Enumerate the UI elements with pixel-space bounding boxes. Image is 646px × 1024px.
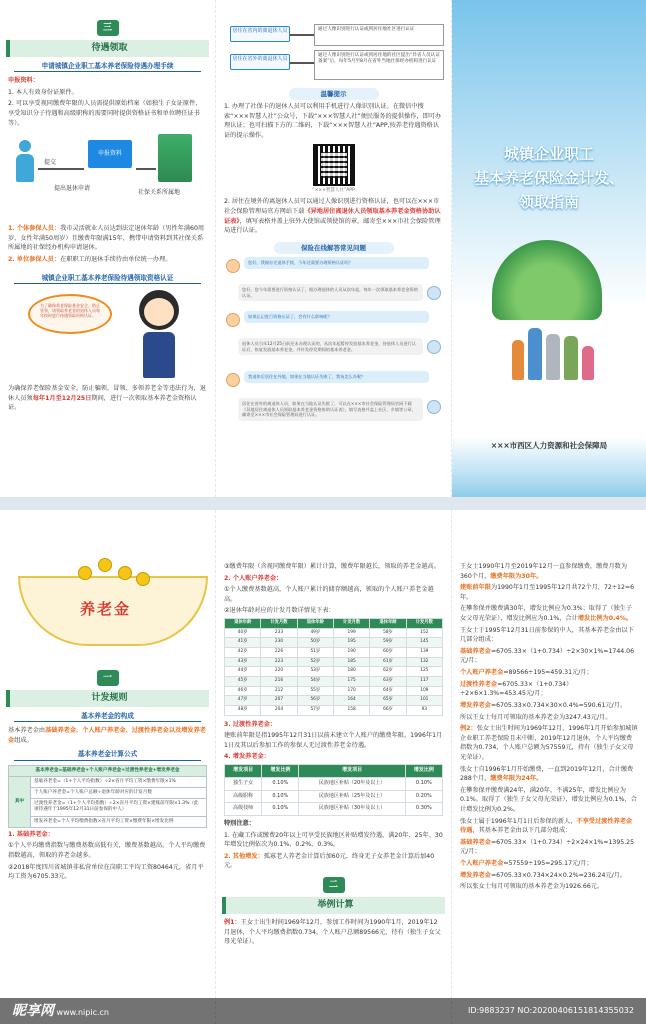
table-row bbox=[225, 667, 443, 677]
table-row bbox=[225, 686, 443, 696]
section-number: 三 bbox=[97, 20, 119, 36]
table-cell: 42岁 bbox=[225, 648, 261, 658]
brochure-inner-side bbox=[0, 510, 646, 1024]
table-row bbox=[225, 648, 443, 658]
table-cell: 60岁 bbox=[370, 648, 406, 658]
example-line: 在攀参保并缴费满24年，满20年，不满25年，增发比例应为0.1%。取得了（独生子女父母光荣证），增发比例应为0.1%，合计增发比例为0.2%。 bbox=[460, 786, 637, 814]
components-list: 基础养老金、个人账户养老金、过渡性养老金以及增发养老金 bbox=[8, 727, 206, 744]
table-row bbox=[225, 628, 443, 638]
avatar-icon bbox=[226, 313, 240, 327]
table-cell: 51岁 bbox=[297, 648, 333, 658]
table-cell: 44岁 bbox=[225, 667, 261, 677]
coin-icon bbox=[98, 558, 112, 572]
table-cell: 158 bbox=[333, 705, 369, 715]
table-cell: 66岁 bbox=[370, 705, 406, 715]
materials-item: 1. 本人有效身份证原件。 bbox=[8, 88, 78, 96]
rule-1-wage: ②2018年度四川省城镇非私营单位在岗职工平均工资80464元，省月平均工资为6705.33元。 bbox=[8, 863, 204, 881]
table-cell: 93 bbox=[406, 705, 442, 715]
table-cell: 48岁 bbox=[225, 705, 261, 715]
table-cell: 49岁 bbox=[297, 628, 333, 638]
rule-3-lead: 3. 过渡性养老金： bbox=[224, 720, 277, 728]
table-cell: 230 bbox=[261, 638, 297, 648]
rule-1-years: ③缴费年限（含视同缴费年限）累计计算，缴费年限越长，领取的养老金越高。 bbox=[224, 563, 440, 570]
subheading-formula: 基本养老金计算公式 bbox=[14, 749, 201, 760]
formula-row: 增发养老金=个人平均缴费指数×省月平均工资×缴费年限×增发比例 bbox=[31, 816, 207, 827]
p2-text: 在职职工的退休手续待由单位统一办理。 bbox=[60, 256, 172, 264]
table-cell: 0.10% bbox=[262, 777, 299, 790]
rule-2-table-intro: ②退休年龄对应的计发月数详情见下表： bbox=[224, 607, 335, 615]
table-cell: 63岁 bbox=[370, 676, 406, 686]
example-line: 张女士属于1996年1月1日后参保的新人，不享受过渡性养老金待遇，其基本养老金由以下几部分组成： bbox=[460, 817, 633, 835]
table-cell: 223 bbox=[261, 657, 297, 667]
table-cell: 170 bbox=[333, 686, 369, 696]
example-line: 张女士自1996年1月开始缴费，一直到2019年12月，合计缴费288个月，缴费年限为24年。 bbox=[460, 765, 634, 783]
table-cell: 0.20% bbox=[405, 790, 442, 803]
formula-head: 基本养老金=基础养老金+个人账户养老金+过渡性养老金+增发养老金 bbox=[9, 765, 207, 776]
faq-question: 您好，我刚办完退休手续，今年还需要办理资格认证吗？ bbox=[224, 257, 443, 281]
table-cell: 高级职称 bbox=[225, 790, 262, 803]
table-cell: 0.30% bbox=[405, 803, 442, 816]
example-line: 所以张女士每月可领取的基本养老金为1926.66元。 bbox=[460, 883, 604, 891]
watermark-url: www.nipic.cn bbox=[56, 1008, 109, 1017]
increase-ratio-table bbox=[224, 764, 443, 816]
speech-bubble: 为了确保养老保险基金安全，防止冒领，请领取养老金的退休人员每年按时进行待遇领取资格认证。 bbox=[28, 294, 112, 334]
faq-question: 我退休后居住在外地，如果在当地认证失败了，我该怎么办呢？ bbox=[224, 371, 443, 395]
faq-answer: 退休人员当年12月25日前还未办理认证的，从次年起暂停发放基本养老金，待退休人员进行认证后，恢复发放基本养老金，并补发停发期间的基本养老金。 bbox=[224, 338, 443, 368]
example-line: 建账前年限为1990年1月至1995年12月共72个月，72÷12=6年。 bbox=[460, 584, 635, 601]
panel-rules: 养老金 一 计发规则 基本养老金的构成 基本养老金由基础养老金、个人账户养老金、过渡性养老金以及增发养老金组成。 基本养老金计算公式 基本养老金=基础养老金+个人账户养老金+过渡性养老金+增发养老金 其中 基础养老金=（1+个人平均指数）÷2×省月平均工资×缴费年限×1% 个人账户养老金=个人账户总额÷退休年龄对应的计发月数 过渡性养老金=（1+个人平均指数）÷2×省月平均工资×建账前年限×1.3%（此项待遇年于1995年12月31日前参保的中人） 增发养老金=个人平均缴费指数×省月平均工资×缴费年限×增发比例 1. 基础养老金： ①个人平均缴费指数与缴费基数高低有关，缴费基数越高，个人平均缴费指数越高，领取的养老金越多。 ②2018年度四川省城镇非私营单位在岗职工平均工资80464元，省月平均工资为6705.33元。 bbox=[0, 510, 215, 1024]
subheading-composition: 基本养老金的构成 bbox=[14, 711, 201, 722]
example-line: 个人账户养老金=57559÷195=295.17元/月； bbox=[460, 860, 593, 868]
table-cell: 0.10% bbox=[262, 803, 299, 816]
note-title: 特别注意： bbox=[224, 820, 255, 828]
table-cell: 216 bbox=[261, 676, 297, 686]
materials-label: 申报资料： bbox=[8, 77, 39, 85]
table-cell: 204 bbox=[261, 705, 297, 715]
avatar-icon bbox=[226, 373, 240, 387]
example-line: 增发养老金=6705.33×0.734×24×0.2%=236.24元/月。 bbox=[460, 871, 627, 879]
table-header-row: 增发项目 增发比例 增发项目 增发比例 bbox=[225, 765, 443, 778]
flow-in-province: 居住在省内的离退休人员 bbox=[230, 26, 290, 42]
section-title: 待遇领取 bbox=[6, 40, 209, 57]
table-cell: 0.10% bbox=[405, 777, 442, 790]
table-cell: 199 bbox=[333, 628, 369, 638]
panel-rules-cont bbox=[215, 510, 451, 1024]
example-line: 基础养老金=6705.33×（1+0.734）÷2×24×1%=1395.25元/月； bbox=[460, 838, 635, 856]
note-2-lead: 2. 其他增发： bbox=[224, 852, 264, 860]
panel-cover bbox=[451, 0, 646, 497]
panel-collection bbox=[0, 0, 215, 497]
p1-text: 我市灵活就业人员达到法定退休年龄（男性年满60周岁，女性年满50周岁）且缴费年限满15年，携带申请资料到其社保关系所属地的社保经办机构申请退休。 bbox=[8, 225, 205, 252]
label-office: 社保关系所属地 bbox=[138, 189, 181, 197]
brochure-outer-side bbox=[0, 0, 646, 497]
coin-icon bbox=[118, 566, 132, 580]
payout-months-table bbox=[224, 618, 443, 716]
p2-lead: 2. 单位参保人员： bbox=[8, 256, 61, 264]
tip-2-form: 《异地居住离退休人员领取基本养老金资格协助认证表》 bbox=[224, 208, 441, 225]
table-cell: 57岁 bbox=[297, 705, 333, 715]
tip-2: 2. 居住在境外的离退休人员可以通过人像识别进行资格认证，也可以在×××市社会保险管理局官方网站下载 bbox=[224, 198, 440, 216]
table-cell: 43岁 bbox=[225, 657, 261, 667]
formula-label: 其中 bbox=[9, 776, 31, 827]
watermark-logo: 昵享网 bbox=[12, 1003, 54, 1019]
table-cell: 139 bbox=[406, 648, 442, 658]
certification-flow bbox=[224, 24, 443, 82]
table-cell: 民族地区补贴（30年及以上） bbox=[299, 803, 405, 816]
cover-title: 城镇企业职工 基本养老保险金计发、 领取指南 bbox=[473, 145, 624, 211]
avatar-icon bbox=[427, 400, 441, 414]
rule-1-lead: 1. 基础养老金： bbox=[8, 830, 54, 838]
family-illustration bbox=[512, 300, 602, 380]
rule-1-text: ①个人平均缴费指数与缴费基数高低有关，缴费基数越高，个人平均缴费指数越高，领取的养老金越多。 bbox=[8, 842, 206, 859]
person-icon bbox=[16, 140, 34, 182]
table-row bbox=[225, 790, 443, 803]
tips-title: 温馨提示 bbox=[289, 88, 379, 100]
qr-caption: “×××智慧人社”APP bbox=[312, 188, 355, 194]
p3-date: 每年1月至12月25日 bbox=[32, 394, 92, 402]
table-cell: 54岁 bbox=[297, 676, 333, 686]
table-cell: 58岁 bbox=[370, 628, 406, 638]
table-row bbox=[225, 705, 443, 715]
faq-question: 如果忘记进行资格认证了，会有什么影响呢？ bbox=[224, 311, 443, 335]
rule-3-text: 建账前年限是指1995年12月31日以前未建立个人账户的缴费年限，1996年1月1日及其以后参加工作的参保人无过渡性养老金待遇。 bbox=[224, 732, 443, 749]
example-1-lead: 例1： bbox=[224, 919, 241, 927]
table-row bbox=[225, 657, 443, 667]
table-cell: 61岁 bbox=[370, 657, 406, 667]
flow-result-1: 通过人像识别进行认证或到居住地社区进行认证 bbox=[314, 24, 444, 46]
table-cell: 212 bbox=[261, 686, 297, 696]
table-cell: 132 bbox=[406, 657, 442, 667]
table-row bbox=[225, 676, 443, 686]
table-cell: 50岁 bbox=[297, 638, 333, 648]
cartoon-illustration bbox=[8, 288, 207, 380]
table-row bbox=[225, 777, 443, 790]
table-cell: 0.10% bbox=[262, 790, 299, 803]
table-cell: 独生子女 bbox=[225, 777, 262, 790]
faq-answer: 居住在省外的离退休人员，如果在当地认证失败了，可以在×××市社会保险管理局官网下载《异地居住离退休人员领取基本养老金资格协助认证表》，填写表格并盖上社区、乡镇等公章，邮寄至×××市社会保险管理局进行认证。 bbox=[224, 398, 443, 432]
formula-table bbox=[8, 765, 207, 828]
panel-certification bbox=[215, 0, 451, 497]
table-cell: 民族地区补贴（25年及以上） bbox=[299, 790, 405, 803]
avatar-icon bbox=[226, 259, 240, 273]
table-cell: 53岁 bbox=[297, 667, 333, 677]
watermark-bar bbox=[0, 998, 646, 1024]
label-apply: 提出退休申请 bbox=[54, 185, 91, 193]
table-cell: 109 bbox=[406, 686, 442, 696]
watermark-id: ID:9883237 NO:20200406151814355032 bbox=[467, 1006, 634, 1015]
table-cell: 226 bbox=[261, 648, 297, 658]
example-line: 王女士1990年1月至2019年12月一直参保缴费，缴费月数为360个月，缴费年限为30年。 bbox=[460, 563, 628, 580]
pension-bowl-illustration bbox=[8, 536, 207, 666]
table-cell: 46岁 bbox=[225, 686, 261, 696]
example-line: 所以王女士每月可领取的基本养老金为3247.43元/月。 bbox=[460, 713, 612, 721]
example-line: 在攀参保并缴费满30年，增发比例应为0.3%；取得了（独生子女父母光荣证），增发比例应为0.1%，合计增发比例为0.4%。 bbox=[460, 605, 633, 623]
note-2-text: 孤寡老人养老金计算后加60元，终身无子女养老金计算后加40元。 bbox=[224, 852, 435, 870]
example-line: 例2：张女士出生时间为1969年12月，1996年1月开始参加城镇企业职工养老保险且未中断，2019年12月退休，个人平均缴费指数为0.734，个人账户总额为57559元，持有（独生子女父母光荣证）。 bbox=[460, 725, 638, 761]
qr-code-icon[interactable] bbox=[313, 144, 355, 186]
materials-item: 2. 可以享受视同缴费年限的人员需提供原始档案（如独生子女证原件、享受知识分子待遇和高级职称的需要同时提供资格证书和单位聘任证书等）。 bbox=[8, 100, 202, 127]
table-cell: 101 bbox=[406, 696, 442, 706]
table-cell: 190 bbox=[333, 648, 369, 658]
section-title: 举例计算 bbox=[222, 897, 445, 914]
coin-icon bbox=[136, 572, 150, 586]
avatar-icon bbox=[427, 340, 441, 354]
formula-row: 过渡性养老金=（1+个人平均指数）÷2×省月平均工资×建账前年限×1.3%（此项待遇年于1995年12月31日前参保的中人） bbox=[31, 799, 207, 816]
table-row bbox=[225, 696, 443, 706]
example-line: 基础养老金=6705.33×（1+0.734）÷2×30×1%=1744.06元/月； bbox=[460, 647, 635, 665]
table-cell: 65岁 bbox=[370, 696, 406, 706]
table-cell: 164 bbox=[333, 696, 369, 706]
formula-row: 基础养老金=（1+个人平均指数）÷2×省月平均工资×缴费年限×1% bbox=[31, 776, 207, 787]
tip-2-tail: ，填写表格并盖上驻外大使馆或领使馆的章，邮寄至×××市社会保险管理局进行认证。 bbox=[224, 217, 441, 235]
example-line: 增发养老金=6705.33×0.734×30×0.4%=590.61元/月。 bbox=[460, 701, 627, 709]
flow-result-2: 通过人像识别进行认证或到居住地的社区提出“异省人员认证备案”后，每年5月至8月在省外当地社保经办机构进行认证 bbox=[314, 50, 444, 80]
note-1: 1. 在藏工作或缴费20年以上可享受民族地区补贴增发待遇，满20年、25年、30年增发比例依次为0.1%、0.2%、0.3%。 bbox=[224, 831, 443, 849]
table-cell: 207 bbox=[261, 696, 297, 706]
tip-1: 1. 办理了社保卡的退休人员可以利用手机进行人像识别认证。在微信中搜索“×××智慧人社”公众号，下载“×××智慧人社”便民服务的提供操作，即可办理认证；也可扫描下方的二维码，下载“×××智慧人社”APP,按养老待遇资格认证的提示操作。 bbox=[224, 103, 442, 139]
table-cell: 59岁 bbox=[370, 638, 406, 648]
building-icon bbox=[158, 134, 192, 182]
issuer-name: ×××市西区人力资源和社会保障局 bbox=[490, 441, 608, 450]
avatar-icon bbox=[427, 286, 441, 300]
table-cell: 47岁 bbox=[225, 696, 261, 706]
table-cell: 40岁 bbox=[225, 628, 261, 638]
table-cell: 145 bbox=[406, 638, 442, 648]
table-cell: 52岁 bbox=[297, 657, 333, 667]
folder-icon: 申报资料 bbox=[88, 140, 132, 168]
process-illustration bbox=[8, 132, 207, 220]
table-cell: 高级技师 bbox=[225, 803, 262, 816]
example-line: 过渡性养老金=6705.33×（1+0.734）÷2×6×1.3%=453.45元/月； bbox=[460, 680, 573, 698]
coin-icon bbox=[78, 566, 92, 580]
section-title: 计发规则 bbox=[6, 690, 209, 707]
table-cell: 185 bbox=[333, 657, 369, 667]
table-cell: 56岁 bbox=[297, 696, 333, 706]
faq-title: 保险在线解答常见问题 bbox=[274, 242, 394, 254]
table-cell: 195 bbox=[333, 638, 369, 648]
section-number: 二 bbox=[323, 877, 345, 893]
formula-row: 个人账户养老金=个人账户总额÷退休年龄对应的计发月数 bbox=[31, 788, 207, 799]
table-cell: 220 bbox=[261, 667, 297, 677]
rule-4-lead: 4. 增发养老金： bbox=[224, 753, 270, 761]
staff-cartoon-icon bbox=[128, 290, 190, 378]
example-line: 个人账户养老金=89566÷195=459.31元/月； bbox=[460, 669, 593, 677]
table-cell: 152 bbox=[406, 628, 442, 638]
table-cell: 55岁 bbox=[297, 686, 333, 696]
p3-tail: 期间，进行一次领取基本养老金资格认证。 bbox=[8, 394, 197, 412]
label-submit: 提交 bbox=[44, 159, 57, 167]
rule-2-lead: 2. 个人账户养老金： bbox=[224, 574, 283, 582]
example-line: 王女士于1995年12月31日前参保的中人，其基本养老金由以下几部分组成： bbox=[460, 626, 634, 644]
table-cell: 45岁 bbox=[225, 676, 261, 686]
rule-2-text: ①个人缴费基数越高，个人账户累计的储存额越高，领取的个人账户养老金越高。 bbox=[224, 586, 434, 603]
faq-answer: 您好，您今年需要进行资格认证了，根办理退休的人员从次年起，每年一次领取基本养老金资格认证。 bbox=[224, 284, 443, 308]
section-number: 一 bbox=[97, 670, 119, 686]
table-cell: 233 bbox=[261, 628, 297, 638]
table-cell: 117 bbox=[406, 676, 442, 686]
bowl-word: 养老金 bbox=[80, 600, 132, 618]
table-cell: 180 bbox=[333, 667, 369, 677]
panel-examples bbox=[451, 510, 646, 1024]
p1-lead: 1. 个体参保人员： bbox=[8, 225, 61, 233]
subheading-certification: 城镇企业职工基本养老保险待遇领取资格认证 bbox=[14, 273, 201, 284]
p3-text: 为确保养老保险基金安全，防止骗领、冒领、多领养老金等违法行为，退休人员须 bbox=[8, 384, 206, 402]
example-1-text: 王女士出生时间1969年12月，参加工作时间为1990年1月，2019年12月退休，个人平均缴费指数0.734，个人账户总额89566元，待有（独生子女父母光荣证）。 bbox=[224, 919, 441, 946]
table-cell: 62岁 bbox=[370, 667, 406, 677]
table-cell: 125 bbox=[406, 667, 442, 677]
table-row bbox=[225, 803, 443, 816]
flow-out-province: 居住在省外的离退休人员 bbox=[230, 54, 290, 70]
table-row bbox=[225, 638, 443, 648]
table-cell: 41岁 bbox=[225, 638, 261, 648]
table-cell: 民族地区补贴（20年及以上） bbox=[299, 777, 405, 790]
table-cell: 175 bbox=[333, 676, 369, 686]
table-header-row: 退休年龄 计发月数 退休年龄 计发月数 退休年龄 计发月数 bbox=[225, 619, 443, 629]
table-cell: 64岁 bbox=[370, 686, 406, 696]
subheading-procedure: 申请城镇企业职工基本养老保险待遇办理手续 bbox=[14, 61, 201, 72]
